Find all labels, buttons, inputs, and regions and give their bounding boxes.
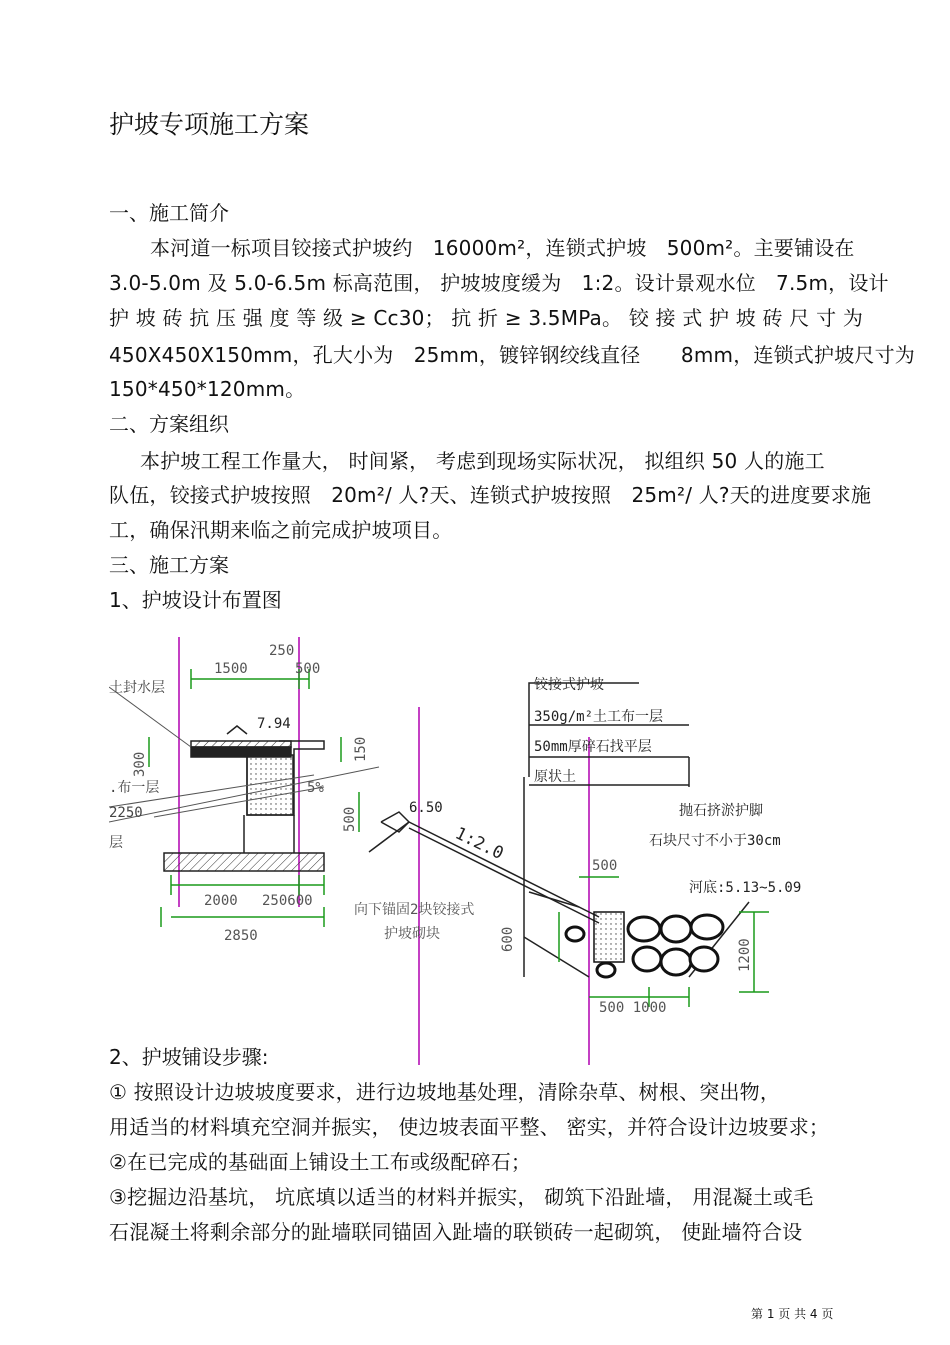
section-heading-3: 三、施工方案 <box>109 553 229 577</box>
dim-500-toe: 500 <box>592 858 618 874</box>
dim-2850: 2850 <box>224 928 258 944</box>
guide-lines <box>179 637 589 1065</box>
label-slope-ratio: 1:2.0 <box>451 823 507 864</box>
dim-1200: 1200 <box>737 938 753 972</box>
label-elev-794: 7.94 <box>257 716 291 732</box>
dim-150: 150 <box>353 736 369 762</box>
dim-300: 300 <box>132 751 148 777</box>
label-elev-650: 6.50 <box>409 800 443 816</box>
step-line: 石混凝土将剩余部分的趾墙联同锚固入趾墙的联锁砖一起砌筑， 使趾墙符合设 <box>109 1220 803 1244</box>
page-title: 护坡专项施工方案 <box>109 110 310 139</box>
step-line: 用适当的材料填充空洞并振实， 使边坡表面平整、 密实，并符合设计边坡要求； <box>109 1115 830 1139</box>
slope-design-drawing <box>109 637 860 1069</box>
paragraph-line: 3.0-5.0m 及 5.0-6.5m 标高范围， 护坡坡度缓为 1:2。设计景观水位 7.5m，设计 <box>109 271 889 295</box>
dim-1500: 1500 <box>214 661 248 677</box>
dim-600: 600 <box>500 926 516 952</box>
label-stone-size: 石块尺寸不小于30cm <box>649 833 781 849</box>
label-hinge-title: 铰接式护坡 <box>534 677 604 693</box>
paragraph-line: 护 坡 砖 抗 压 强 度 等 级 ≥ Cc30； 抗 折 ≥ 3.5MPa。 铰 接 式 护 坡 砖 尺 寸 为 <box>109 306 864 330</box>
section-heading-2: 二、方案组织 <box>109 412 229 436</box>
dim-250600: 250600 <box>262 893 313 909</box>
label-layer-1: 350g/m²土工布一层 <box>534 709 664 725</box>
step-line: ②在已完成的基础面上铺设土工布或级配碎石； <box>109 1150 532 1174</box>
label-toe-title: 抛石挤淤护脚 <box>679 803 763 819</box>
label-layer-2: 50mm厚碎石找平层 <box>534 739 652 755</box>
page-footer: 第 1 页 共 4 页 <box>751 1307 834 1321</box>
paragraph-line: 本护坡工程工作量大， 时间紧， 考虑到现场实际状况， 拟组织 50 人的施工 <box>140 449 825 473</box>
section-heading-1: 一、施工简介 <box>109 201 229 225</box>
label-anchor-2: 护坡砌块 <box>384 926 440 942</box>
label-layer-3: 原状土 <box>534 769 576 785</box>
subheading-steps: 2、护坡铺设步骤: <box>109 1045 269 1069</box>
subheading-layout-figure: 1、护坡设计布置图 <box>109 588 282 612</box>
label-seal: 土封水层 <box>109 680 165 696</box>
paragraph-line: 工，确保汛期来临之前完成护坡项目。 <box>109 518 453 542</box>
paragraph-line: 队伍，铰接式护坡按照 20m²/ 人?天、连锁式护坡按照 25m²/ 人?天的进度要求施 <box>109 483 872 507</box>
label-2250: 2250 <box>109 805 143 821</box>
dim-500-vertical: 500 <box>342 806 358 832</box>
dim-500: 500 <box>295 661 321 677</box>
label-anchor-1: 向下锚固2块铰接式 <box>354 902 475 918</box>
label-pct: 5% <box>307 780 324 796</box>
retaining-wall <box>164 726 324 871</box>
step-line: ③挖掘边沿基坑， 坑底填以适当的材料并振实， 砌筑下沿趾墙， 用混凝土或毛 <box>109 1185 814 1209</box>
paragraph-line: 150*450*120mm。 <box>109 377 306 401</box>
label-cloth: .布一层 <box>109 780 160 796</box>
paragraph-line: 本河道一标项目铰接式护坡约 16000m²，连锁式护坡 500m²。主要铺设在 <box>150 236 855 260</box>
label-riverbed: 河底:5.13~5.09 <box>689 880 802 896</box>
dim-500-1000: 500 1000 <box>599 1000 667 1016</box>
paragraph-line: 450X450X150mm，孔大小为 25mm，镀锌钢绞线直径 8mm，连锁式护坡尺寸为 <box>109 343 915 367</box>
label-ceng: 层 <box>109 835 123 851</box>
dim-2000: 2000 <box>204 893 238 909</box>
dim-250: 250 <box>269 643 295 659</box>
step-line: ① 按照设计边坡坡度要求，进行边坡地基处理，清除杂草、树根、突出物， <box>109 1080 781 1104</box>
